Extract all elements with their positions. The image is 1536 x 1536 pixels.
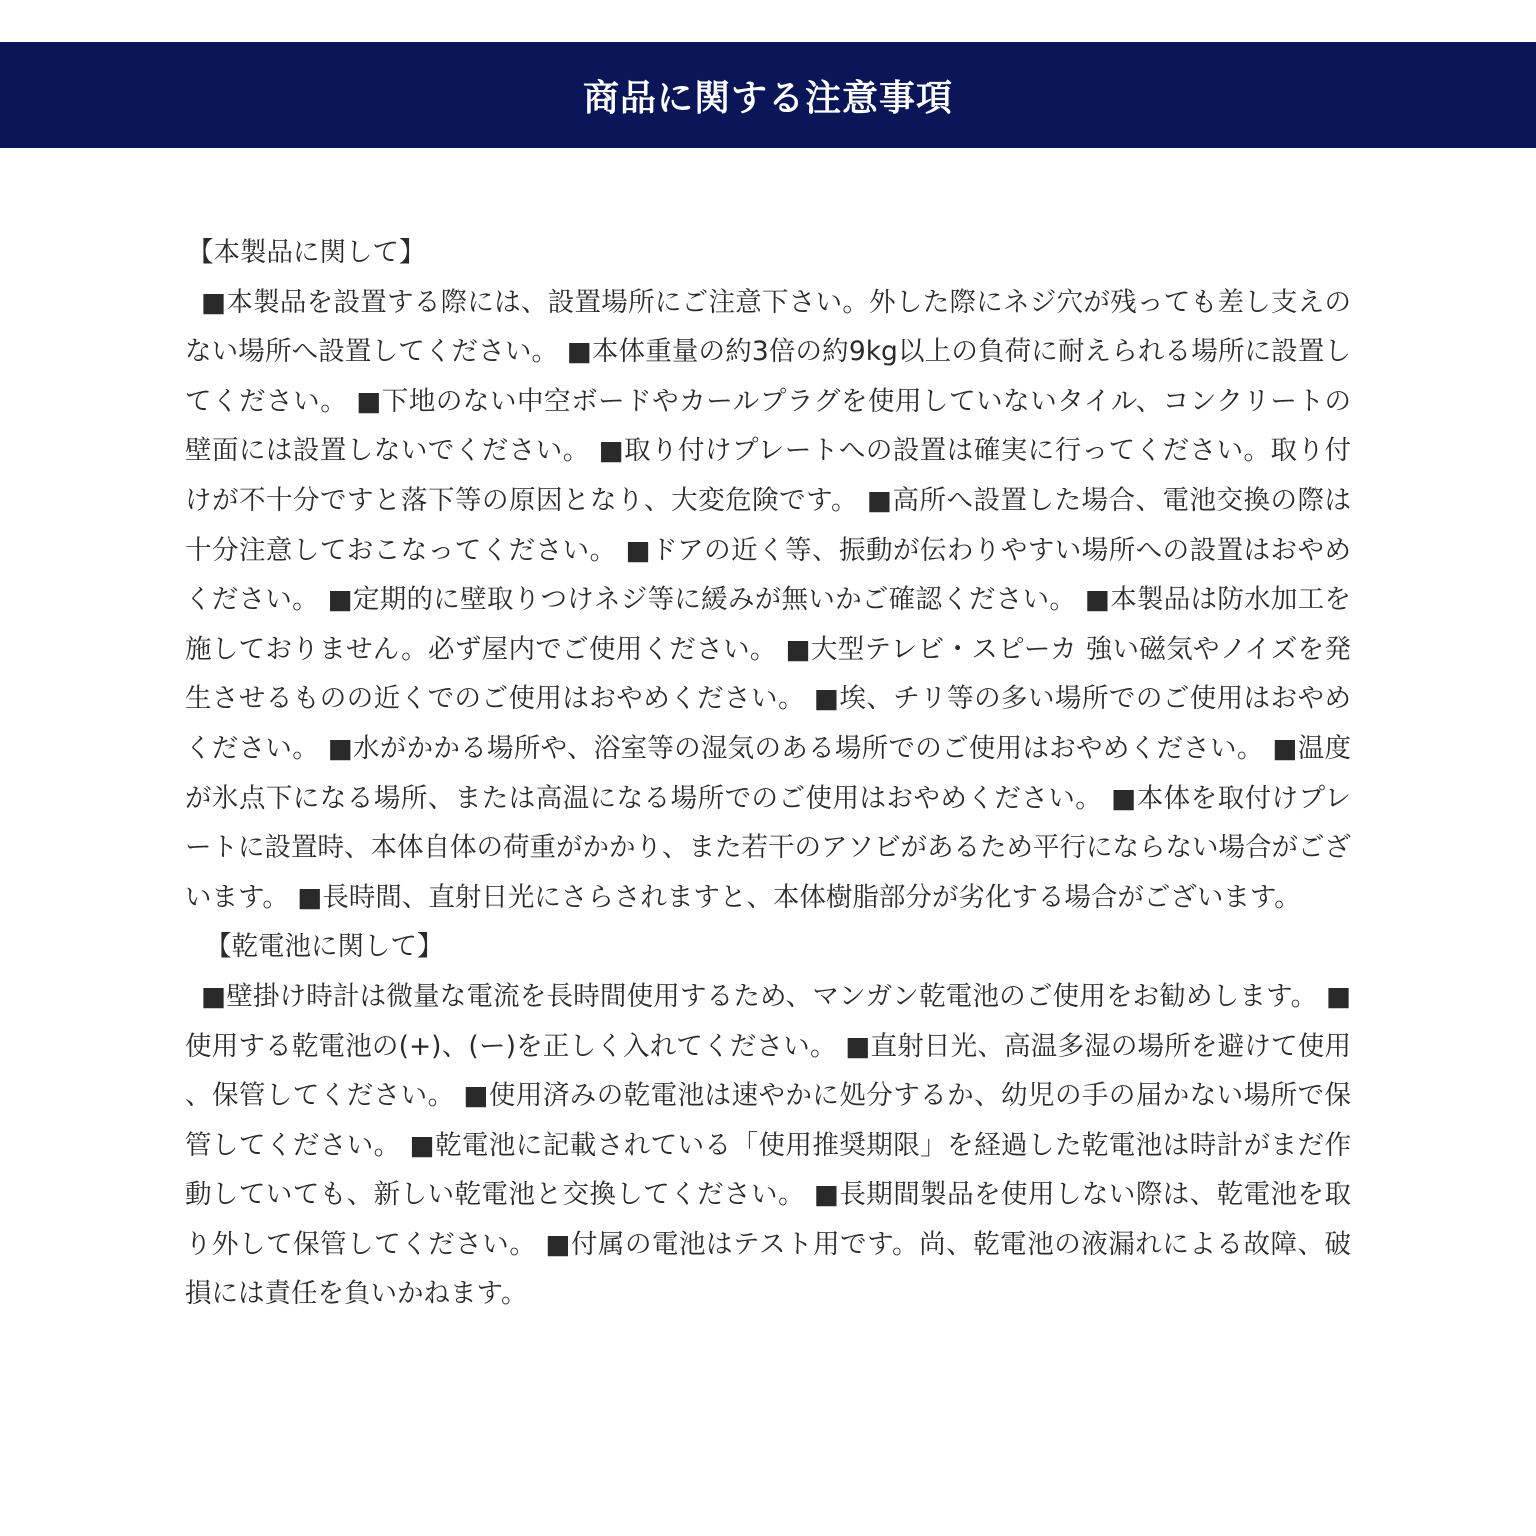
section-body-battery: ■壁掛け時計は微量な電流を長時間使用するため、マンガン乾電池のご使用をお勧めします。 ■使用する乾電池の(+)、(ー)を正しく入れてください。 ■直射日光、高温多湿の場所を避けて使用、保管してください。 ■使用済みの乾電池は速やかに処分するか、幼児の手の届かない場所で保管してください。 ■乾電池に記載されている「使用推奨期限」を経過した乾電池は時計がまだ作動していても、新しい乾電池と交換してください。 ■長期間製品を使用しない際は、乾電池を取り外して保管してください。 ■付属の電池はテスト用です。尚、乾電池の液漏れによる故障、破損には責任を負いかねます。 [185,980,1351,1310]
page-title: 商品に関する注意事項 [582,77,953,119]
section-heading-battery: 【乾電池に関して】 [205,931,444,963]
notice-content [185,228,1351,1319]
section-heading-product: 【本製品に関して】 [187,237,426,268]
header-banner [0,42,1536,148]
section-body-product: ■本製品を設置する際には、設置場所にご注意下さい。外した際にネジ穴が残っても差し支えのない場所へ設置してください。 ■本体重量の約3倍の約9kg以上の負荷に耐えられる場所に設置してください。 ■下地のない中空ボードやカールプラグを使用していないタイル、コンクリートの壁面には設置しないでください。 ■取り付けプレートへの設置は確実に行ってください。取り付けが不十分ですと落下等の原因となり、大変危険です。 ■高所へ設置した場合、電池交換の際は十分注意しておこなってください。 ■ドアの近く等、振動が伝わりやすい場所への設置はおやめください。 ■定期的に壁取りつけネジ等に緩みが無いかご確認ください。 ■本製品は防水加工を施しておりません。必ず屋内でご使用ください。 ■大型テレビ・スピーカ 強い磁気やノイズを発生させるものの近くでのご使用はおやめください。 ■埃、チリ等の多い場所でのご使用はおやめください。 ■水がかかる場所や、浴室等の湿気のある場所でのご使用はおやめください。 ■温度が氷点下になる場所、または高温になる場所でのご使用はおやめください。 ■本体を取付けプレートに設置時、本体自体の荷重がかかり、また若干のアソビがあるため平行にならない場合がございます。 ■長時間、直射日光にさらされますと、本体樹脂部分が劣化する場合がございます。 [185,286,1351,913]
